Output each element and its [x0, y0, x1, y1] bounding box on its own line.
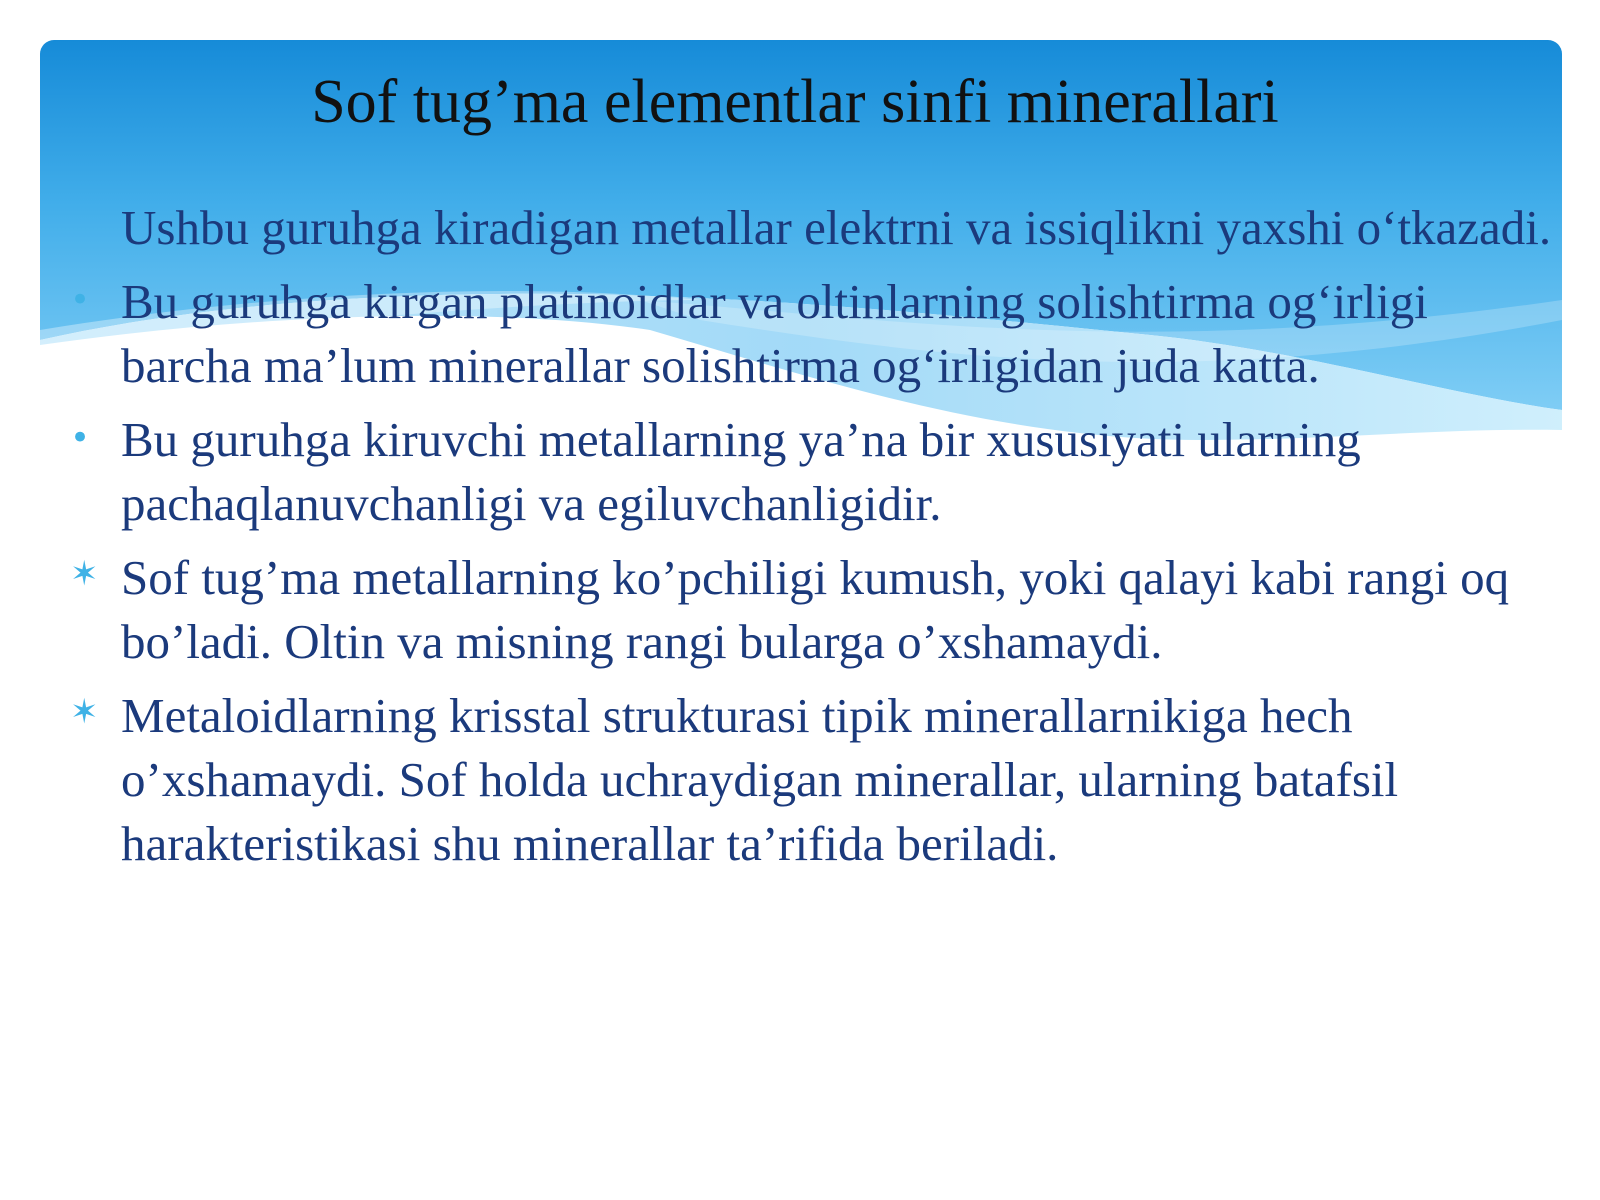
list-item-text: Bu guruhga kirgan platinoidlar va oltinlarning solishtirma og‘irligi barcha ma’lum minerallar solishtirma og‘irligidan juda katta.	[121, 274, 1428, 393]
list-item	[70, 546, 1560, 674]
list-item-text: Sof tug’ma metallarning ko’pchiligi kumush, yoki qalayi kabi rangi oq bo’ladi. Oltin va misning rangi bularga o’xshamaydi.	[121, 550, 1510, 669]
list-item-text: Ushbu guruhga kiradigan metallar elektrni va issiqlikni yaxshi o‘tkazadi.	[121, 200, 1552, 255]
bullet-star-icon: ✶	[70, 692, 99, 732]
list-item-text: Metaloidlarning krisstal strukturasi tipik minerallarnikiga hech o’xshamaydi. Sof holda uchraydigan minerallar, ularning batafsil harakteristikasi shu minerallar ta’rifida beriladi.	[121, 688, 1399, 871]
list-item-text: Bu guruhga kiruvchi metallarning ya’na bir xususiyati ularning pachaqlanuvchanligi va egiluvchanligidir.	[121, 412, 1361, 531]
bullet-list	[70, 196, 1560, 886]
bullet-star-icon: ✶	[70, 554, 99, 594]
bullet-dot-icon: •	[70, 418, 91, 458]
bullet-dot-icon: •	[70, 280, 91, 320]
list-item	[70, 684, 1560, 876]
list-item	[70, 270, 1560, 398]
list-item	[70, 196, 1560, 260]
slide-title: Sof tug’ma elementlar sinfi minerallari	[311, 68, 1279, 136]
list-item	[70, 408, 1560, 536]
